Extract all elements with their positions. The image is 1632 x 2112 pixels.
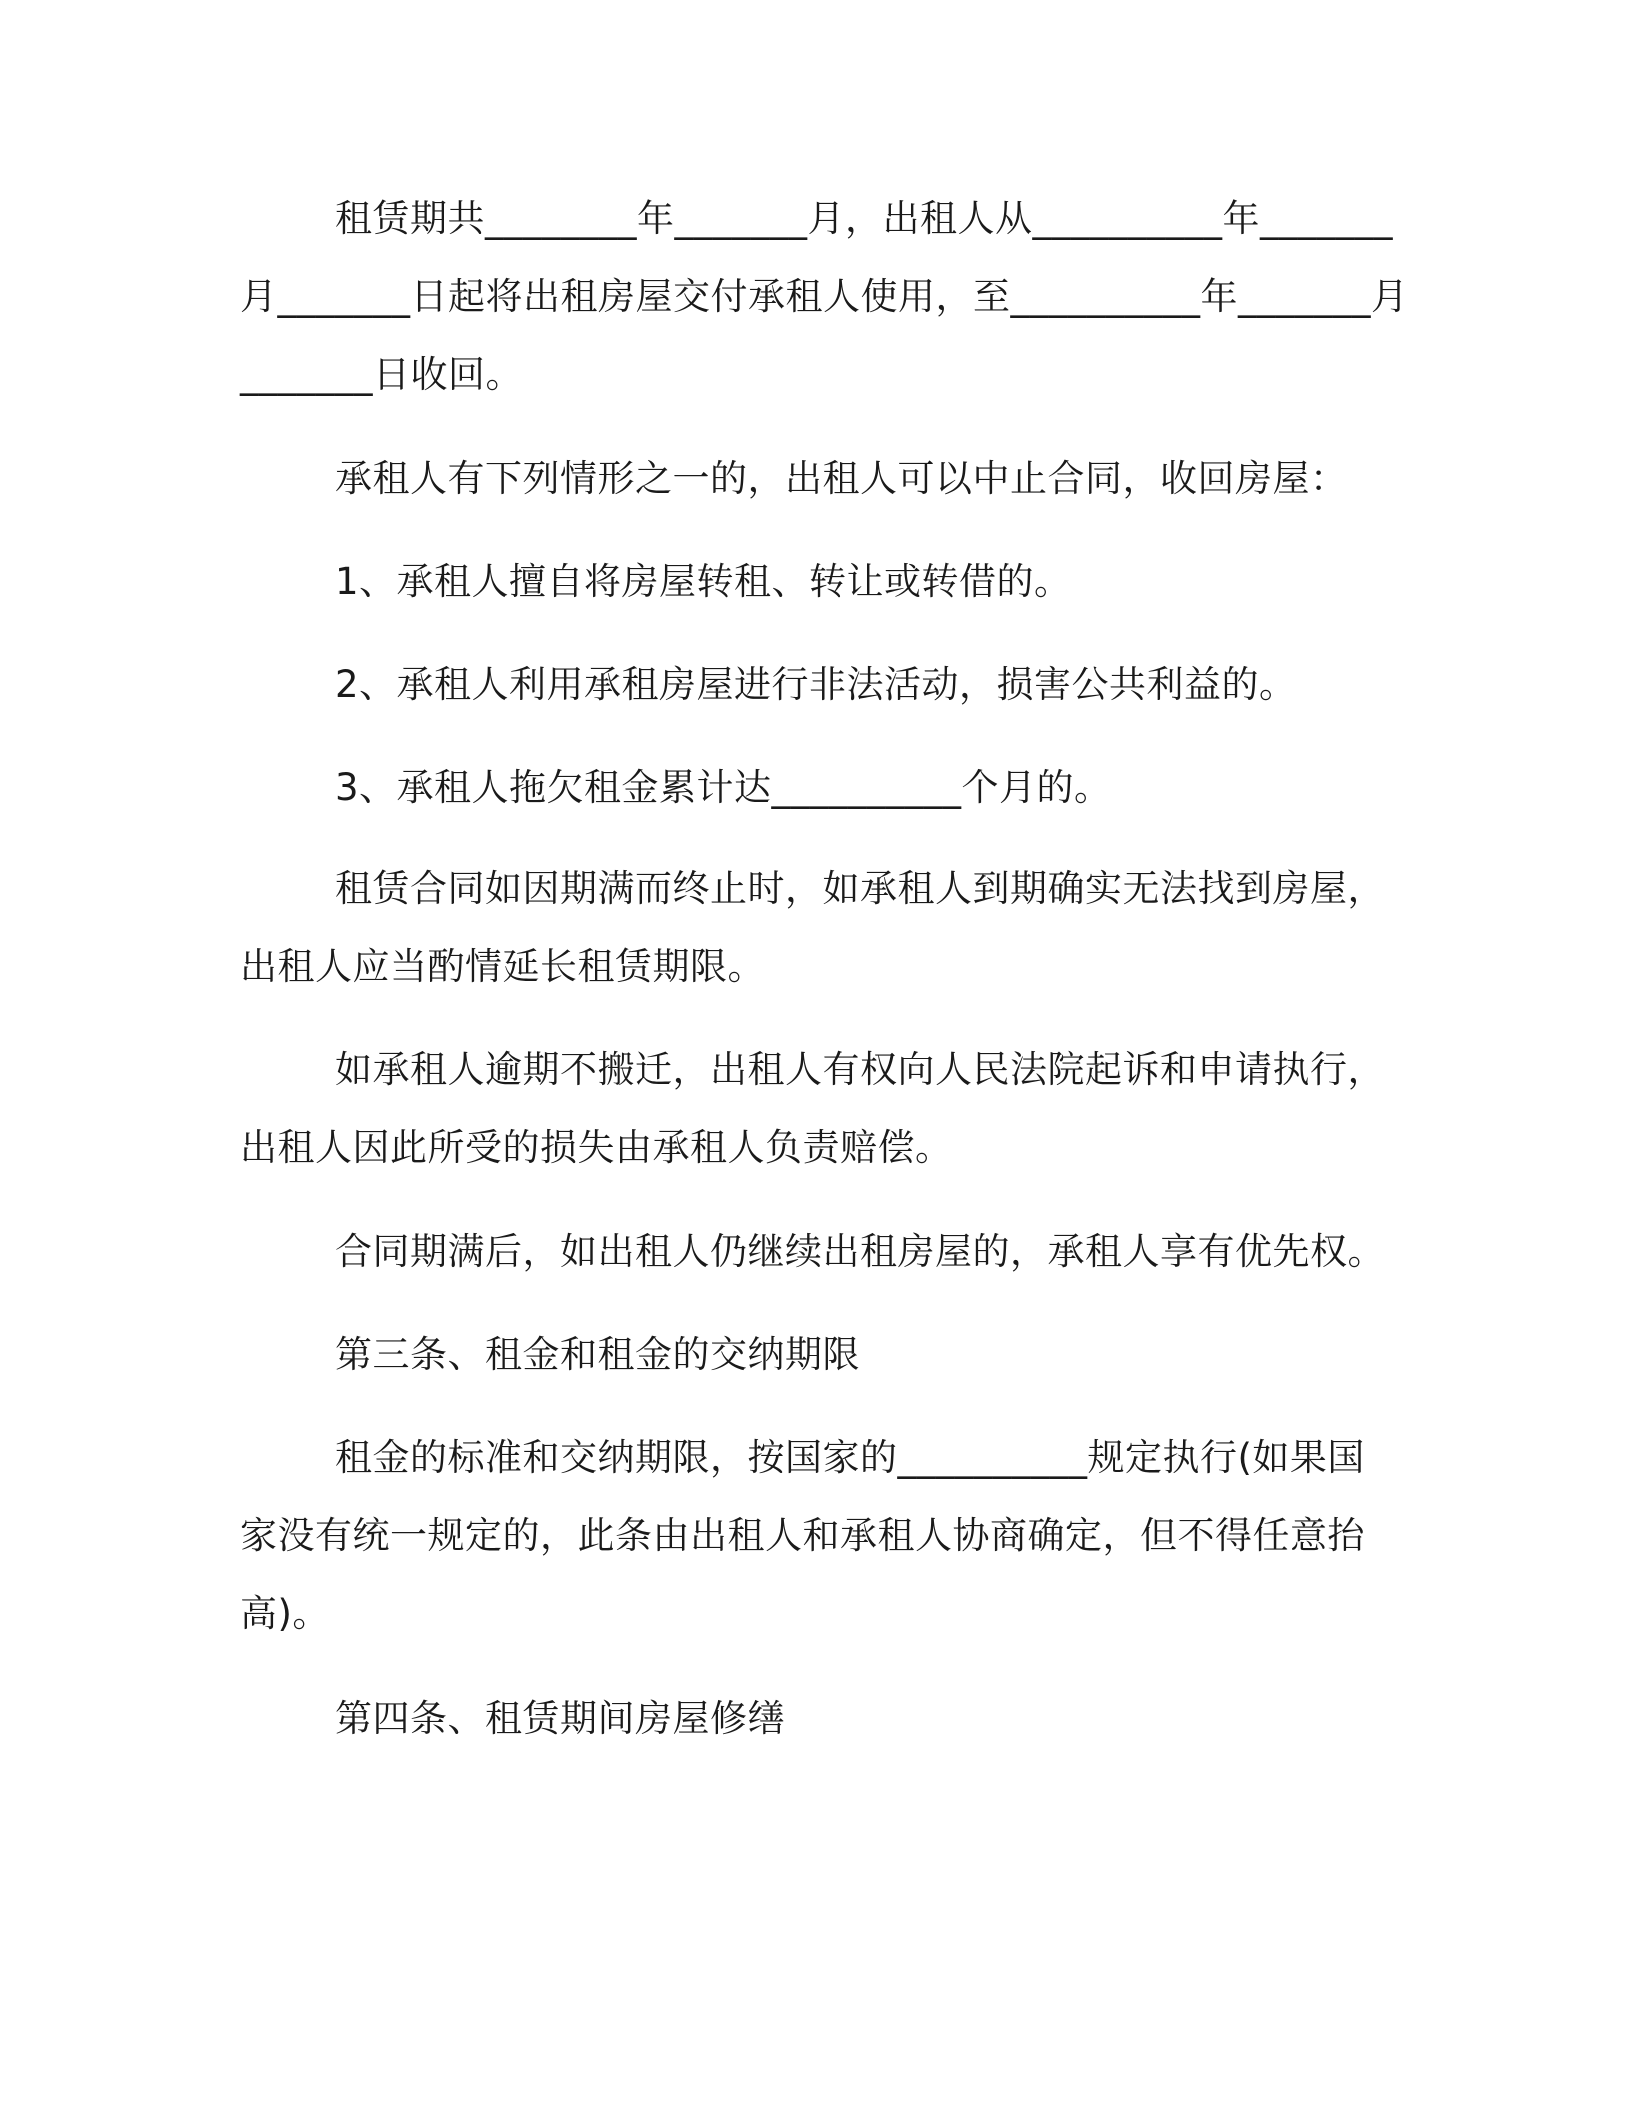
rent-paragraph-line-1: 租金的标准和交纳期限，按国家的__________规定执行(如果国: [335, 1436, 1365, 1479]
article-4-heading: 第四条、租赁期间房屋修缮: [335, 1697, 785, 1740]
article-3-heading: 第三条、租金和租金的交纳期限: [335, 1333, 860, 1376]
overdue-paragraph-line-2: 出租人因此所受的损失由承租人负责赔偿。: [240, 1126, 953, 1169]
termination-item-2: 2、承租人利用承租房屋进行非法活动，损害公共利益的。: [335, 663, 1297, 706]
expiry-paragraph-line-1: 租赁合同如因期满而终止时，如承租人到期确实无法找到房屋，: [335, 867, 1385, 910]
expiry-paragraph-line-2: 出租人应当酌情延长租赁期限。: [240, 945, 765, 988]
lease-term-line-3: _______日收回。: [240, 353, 523, 396]
lease-term-line-1: 租赁期共________年_______月，出租人从__________年_______: [335, 197, 1393, 240]
overdue-paragraph-line-1: 如承租人逾期不搬迁，出租人有权向人民法院起诉和申请执行，: [335, 1048, 1385, 1091]
termination-item-1: 1、承租人擅自将房屋转租、转让或转借的。: [335, 560, 1072, 603]
termination-item-3: 3、承租人拖欠租金累计达__________个月的。: [335, 766, 1112, 809]
termination-intro: 承租人有下列情形之一的，出租人可以中止合同，收回房屋：: [335, 457, 1348, 500]
lease-term-line-2: 月_______日起将出租房屋交付承租人使用，至__________年_______月: [240, 275, 1409, 318]
rent-paragraph-line-2: 家没有统一规定的，此条由出租人和承租人协商确定，但不得任意抬: [240, 1514, 1365, 1557]
priority-paragraph: 合同期满后，如出租人仍继续出租房屋的，承租人享有优先权。: [335, 1230, 1385, 1273]
rent-paragraph-line-3: 高)。: [240, 1592, 330, 1635]
